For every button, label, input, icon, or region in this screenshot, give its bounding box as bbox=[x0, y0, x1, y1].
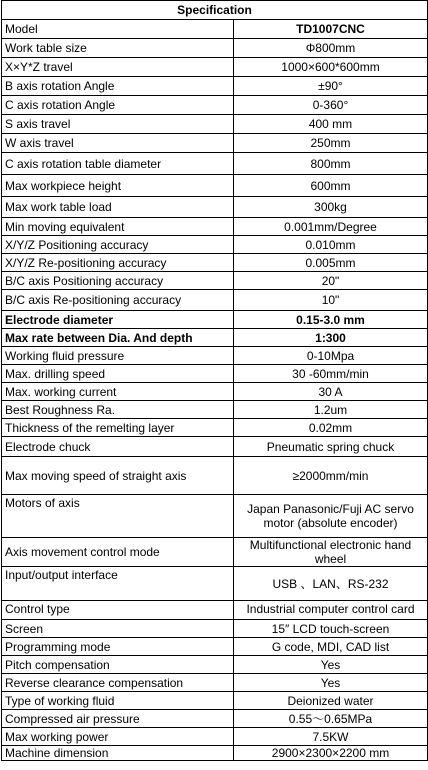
spec-label: B axis rotation Angle bbox=[2, 77, 234, 96]
spec-value: 0.55～0.65MPa bbox=[234, 710, 428, 728]
table-row bbox=[2, 365, 428, 383]
spec-value: 2900×2300×2200 mm bbox=[234, 746, 428, 761]
table-row bbox=[2, 656, 428, 674]
spec-label: Type of working fluid bbox=[2, 692, 234, 710]
spec-label: S axis travel bbox=[2, 115, 234, 134]
spec-label: Electrode chuck bbox=[2, 437, 234, 457]
spec-value: 7.5KW bbox=[234, 728, 428, 746]
table-row bbox=[2, 39, 428, 58]
spec-value: 1.2um bbox=[234, 401, 428, 419]
spec-value: 1000×600*600mm bbox=[234, 58, 428, 77]
table-row bbox=[2, 419, 428, 437]
spec-value: 0.001mm/Degree bbox=[234, 218, 428, 236]
spec-label: X/Y/Z Positioning accuracy bbox=[2, 236, 234, 254]
spec-value: Φ800mm bbox=[234, 39, 428, 58]
spec-value: USB 、LAN、RS-232 bbox=[234, 567, 428, 601]
spec-label: Max. drilling speed bbox=[2, 365, 234, 383]
table-row bbox=[2, 153, 428, 175]
spec-value: Deionized water bbox=[234, 692, 428, 710]
spec-value: 600mm bbox=[234, 175, 428, 197]
spec-label: C axis rotation table diameter bbox=[2, 153, 234, 175]
table-row bbox=[2, 674, 428, 692]
spec-value: 10" bbox=[234, 290, 428, 311]
spec-label: Max work table load bbox=[2, 197, 234, 218]
spec-label: Input/output interface bbox=[2, 567, 234, 601]
table-row bbox=[2, 197, 428, 218]
spec-value: 0.010mm bbox=[234, 236, 428, 254]
table-row bbox=[2, 218, 428, 236]
spec-value: 0-360° bbox=[234, 96, 428, 115]
spec-value: 20" bbox=[234, 272, 428, 290]
spec-label: Motors of axis bbox=[2, 495, 234, 538]
table-row bbox=[2, 347, 428, 365]
table-row bbox=[2, 746, 428, 761]
table-row bbox=[2, 77, 428, 96]
spec-label: B/C axis Re-positioning accuracy bbox=[2, 290, 234, 311]
spec-label: Axis movement control mode bbox=[2, 538, 234, 567]
table-row bbox=[2, 495, 428, 538]
spec-value: 0.02mm bbox=[234, 419, 428, 437]
table-row bbox=[2, 329, 428, 347]
spec-label: Pitch compensation bbox=[2, 656, 234, 674]
spec-value: Industrial computer control card bbox=[234, 601, 428, 620]
spec-value: 1:300 bbox=[234, 329, 428, 347]
table-row bbox=[2, 311, 428, 329]
spec-label: C axis rotation Angle bbox=[2, 96, 234, 115]
spec-label: B/C axis Positioning accuracy bbox=[2, 272, 234, 290]
spec-label: X/Y/Z Re-positioning accuracy bbox=[2, 254, 234, 272]
spec-value: ≥2000mm/min bbox=[234, 457, 428, 495]
table-row bbox=[2, 710, 428, 728]
table-row bbox=[2, 401, 428, 419]
spec-label: Reverse clearance compensation bbox=[2, 674, 234, 692]
table-row bbox=[2, 728, 428, 746]
spec-label: Max workpiece height bbox=[2, 175, 234, 197]
table-row bbox=[2, 620, 428, 638]
table-row bbox=[2, 134, 428, 153]
spec-value: 30 -60mm/min bbox=[234, 365, 428, 383]
table-row bbox=[2, 567, 428, 601]
spec-label: Work table size bbox=[2, 39, 234, 58]
table-row bbox=[2, 290, 428, 311]
table-row bbox=[2, 20, 428, 39]
spec-value: 250mm bbox=[234, 134, 428, 153]
table-row bbox=[2, 457, 428, 495]
spec-label: Max working power bbox=[2, 728, 234, 746]
spec-value: 0.15-3.0 mm bbox=[234, 311, 428, 329]
table-row bbox=[2, 601, 428, 620]
table-row bbox=[2, 638, 428, 656]
spec-label: Machine dimension bbox=[2, 746, 234, 761]
spec-label: Thickness of the remelting layer bbox=[2, 419, 234, 437]
spec-label: Control type bbox=[2, 601, 234, 620]
spec-value: Multifunctional electronic hand wheel bbox=[234, 538, 428, 567]
spec-value: TD1007CNC bbox=[234, 20, 428, 39]
spec-label: Screen bbox=[2, 620, 234, 638]
spec-value: Japan Panasonic/Fuji AC servo motor (absolute encoder) bbox=[234, 495, 428, 538]
spec-value: 30 A bbox=[234, 383, 428, 401]
spec-value: 800mm bbox=[234, 153, 428, 175]
spec-value: Pneumatic spring chuck bbox=[234, 437, 428, 457]
table-row bbox=[2, 437, 428, 457]
table-row bbox=[2, 58, 428, 77]
table-title: Specification bbox=[2, 1, 428, 20]
spec-label: W axis travel bbox=[2, 134, 234, 153]
spec-value: Yes bbox=[234, 674, 428, 692]
spec-value: 300kg bbox=[234, 197, 428, 218]
spec-label: Min moving equivalent bbox=[2, 218, 234, 236]
spec-label: X×Y*Z travel bbox=[2, 58, 234, 77]
title-row bbox=[2, 1, 428, 20]
table-row bbox=[2, 175, 428, 197]
spec-label: Max rate between Dia. And depth bbox=[2, 329, 234, 347]
table-row bbox=[2, 272, 428, 290]
spec-label: Model bbox=[2, 20, 234, 39]
table-row bbox=[2, 96, 428, 115]
spec-label: Compressed air pressure bbox=[2, 710, 234, 728]
table-row bbox=[2, 692, 428, 710]
spec-value: 0.005mm bbox=[234, 254, 428, 272]
spec-value: ±90° bbox=[234, 77, 428, 96]
spec-value: 15″ LCD touch-screen bbox=[234, 620, 428, 638]
spec-label: Electrode diameter bbox=[2, 311, 234, 329]
spec-label: Programming mode bbox=[2, 638, 234, 656]
spec-value: Yes bbox=[234, 656, 428, 674]
spec-value: 0-10Mpa bbox=[234, 347, 428, 365]
table-row bbox=[2, 383, 428, 401]
specification-table bbox=[1, 0, 428, 761]
table-row bbox=[2, 538, 428, 567]
spec-value: 400 mm bbox=[234, 115, 428, 134]
spec-label: Best Roughness Ra. bbox=[2, 401, 234, 419]
table-row bbox=[2, 236, 428, 254]
table-row bbox=[2, 254, 428, 272]
spec-label: Working fluid pressure bbox=[2, 347, 234, 365]
table-row bbox=[2, 115, 428, 134]
spec-label: Max moving speed of straight axis bbox=[2, 457, 234, 495]
spec-value: G code, MDI, CAD list bbox=[234, 638, 428, 656]
spec-label: Max. working current bbox=[2, 383, 234, 401]
